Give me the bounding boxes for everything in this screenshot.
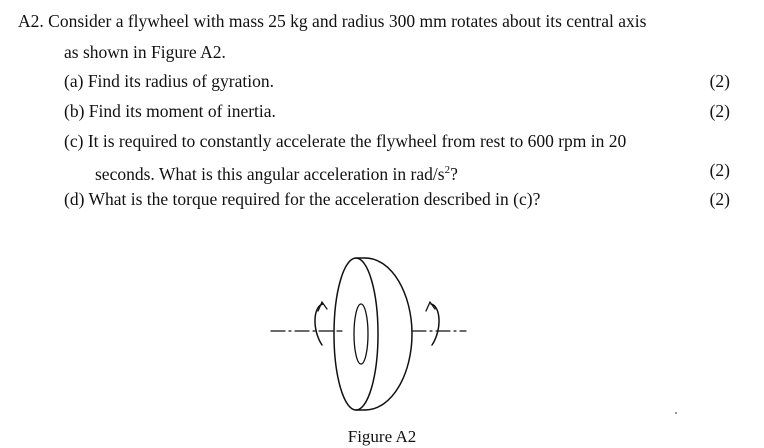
figure-caption: Figure A2 bbox=[347, 427, 417, 446]
part-text-cont-end: ? bbox=[450, 163, 458, 184]
part-text: What is the torque required for the acceleration described in (c)? bbox=[88, 189, 541, 209]
part-text-cont: seconds. What is this angular acceleration in rad/s bbox=[95, 163, 445, 184]
part-label: (c) bbox=[64, 131, 84, 151]
part-text: Find its moment of inertia. bbox=[88, 101, 276, 121]
rotation-arrowhead-right bbox=[426, 302, 435, 311]
question-id: A2. bbox=[18, 11, 44, 31]
flywheel-front-face bbox=[334, 258, 378, 410]
part-b-marks: (2) bbox=[709, 101, 730, 121]
part-text: It is required to constantly accelerate the flywheel from rest to 600 rpm in 20 bbox=[87, 131, 627, 151]
part-label: (b) bbox=[64, 101, 85, 121]
part-label: (d) bbox=[64, 189, 85, 209]
superscript: 2 bbox=[444, 164, 451, 176]
part-d-marks: (2) bbox=[709, 189, 730, 209]
rotation-arrow-right bbox=[431, 304, 439, 345]
scan-speck bbox=[675, 412, 677, 414]
question-stem-line2: as shown in Figure A2. bbox=[64, 42, 226, 62]
question-stem: Consider a flywheel with mass 25 kg and radius 300 mm rotates about its central axis bbox=[48, 11, 647, 31]
part-a-marks: (2) bbox=[709, 71, 730, 91]
flywheel-hub bbox=[354, 304, 368, 364]
part-text: Find its radius of gyration. bbox=[87, 71, 274, 91]
part-c-marks: (2) bbox=[709, 160, 730, 180]
rotation-arrowhead-left bbox=[318, 302, 327, 311]
part-label: (a) bbox=[64, 71, 84, 91]
